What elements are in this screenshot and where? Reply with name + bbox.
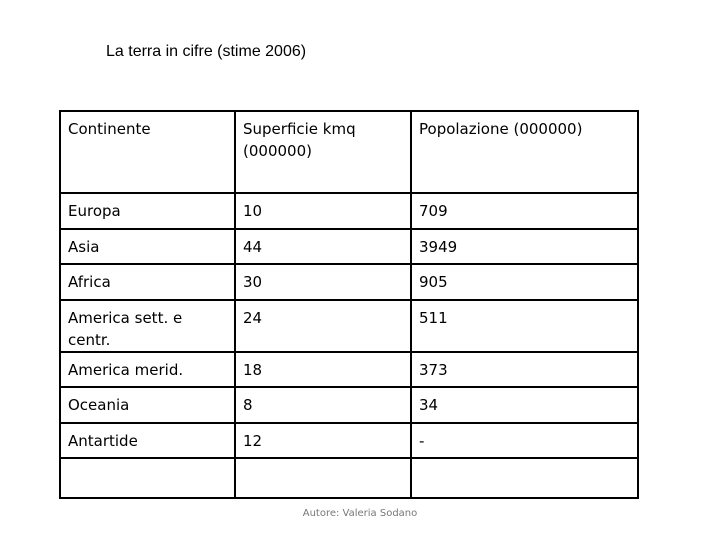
table-cell: Africa bbox=[60, 264, 235, 300]
table-cell: 44 bbox=[235, 229, 411, 265]
table-cell: 30 bbox=[235, 264, 411, 300]
table-cell: Antartide bbox=[60, 423, 235, 459]
header-cell-continente: Continente bbox=[60, 111, 235, 193]
table-cell: America sett. e centr. bbox=[60, 300, 235, 352]
table-row bbox=[60, 264, 638, 300]
table-cell-empty bbox=[235, 458, 411, 498]
table-cell: 709 bbox=[411, 193, 638, 229]
table-cell: 511 bbox=[411, 300, 638, 352]
header-cell-superficie: Superficie kmq (000000) bbox=[235, 111, 411, 193]
page-title: La terra in cifre (stime 2006) bbox=[106, 43, 307, 60]
table-header-row bbox=[60, 111, 638, 193]
table-cell-empty bbox=[411, 458, 638, 498]
table-cell: 24 bbox=[235, 300, 411, 352]
author-footer: Autore: Valeria Sodano bbox=[302, 508, 418, 519]
table-row bbox=[60, 300, 638, 352]
table-row bbox=[60, 387, 638, 423]
table-row bbox=[60, 352, 638, 388]
table-cell: 18 bbox=[235, 352, 411, 388]
header-cell-popolazione: Popolazione (000000) bbox=[411, 111, 638, 193]
table-cell: Europa bbox=[60, 193, 235, 229]
table-row bbox=[60, 423, 638, 459]
table-cell: - bbox=[411, 423, 638, 459]
table-cell: 10 bbox=[235, 193, 411, 229]
table-cell: 3949 bbox=[411, 229, 638, 265]
table-row bbox=[60, 229, 638, 265]
table-row-empty bbox=[60, 458, 638, 498]
table-cell: America merid. bbox=[60, 352, 235, 388]
table-cell: 905 bbox=[411, 264, 638, 300]
table-cell-empty bbox=[60, 458, 235, 498]
table-cell: 373 bbox=[411, 352, 638, 388]
table-cell: 34 bbox=[411, 387, 638, 423]
table-cell: 12 bbox=[235, 423, 411, 459]
table-row bbox=[60, 193, 638, 229]
table-cell: Oceania bbox=[60, 387, 235, 423]
continents-table bbox=[59, 110, 639, 499]
table-cell: Asia bbox=[60, 229, 235, 265]
table-cell: 8 bbox=[235, 387, 411, 423]
